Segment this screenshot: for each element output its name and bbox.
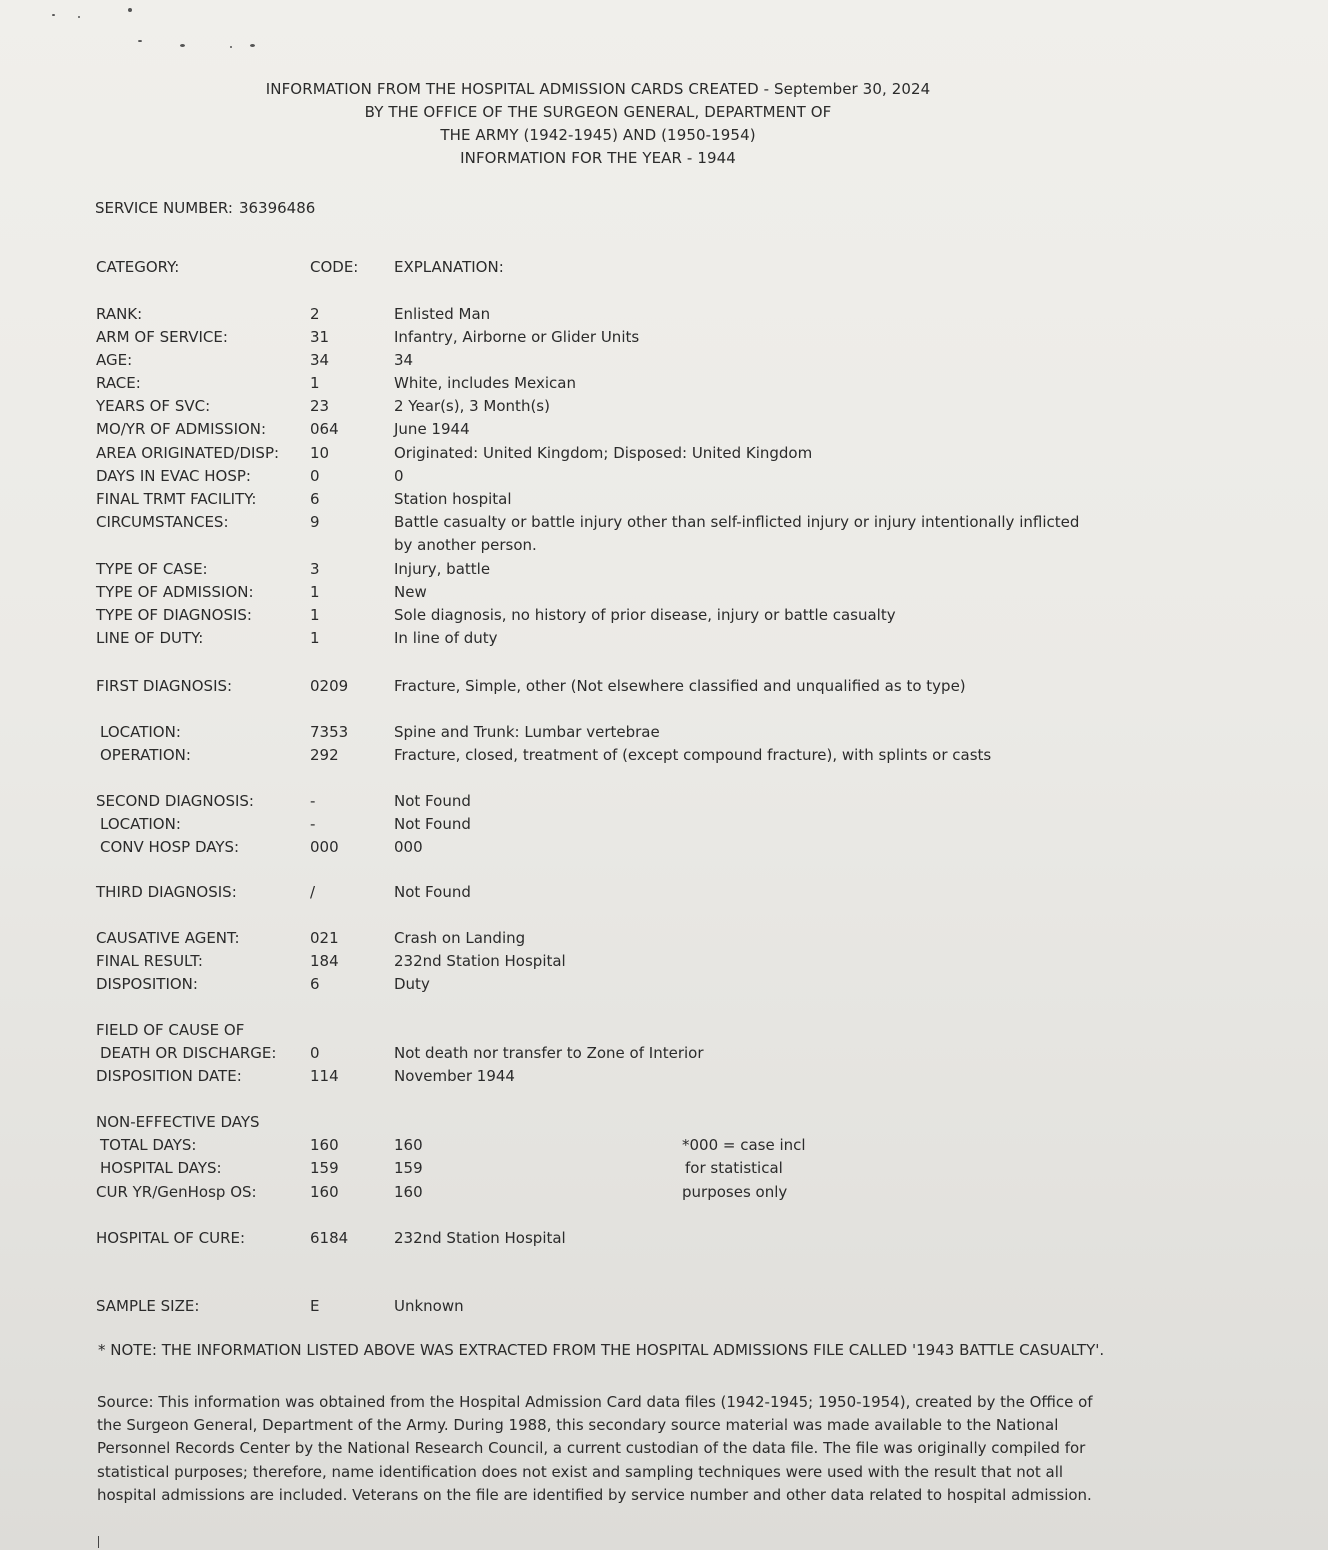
row-explanation: Not Found <box>394 883 471 901</box>
row-explanation: Originated: United Kingdom; Disposed: United Kingdom <box>394 444 813 462</box>
row-explanation: 159 <box>394 1159 423 1177</box>
row-explanation: Not Found <box>394 815 471 833</box>
scan-speck <box>138 40 142 42</box>
row-explanation: Duty <box>394 975 430 993</box>
row-category: ARM OF SERVICE: <box>96 328 228 346</box>
row-code: 7353 <box>310 723 349 741</box>
row-code: - <box>310 792 316 810</box>
row-explanation: Fracture, Simple, other (Not elsewhere classified and unqualified as to type) <box>394 677 966 695</box>
row-category: DEATH OR DISCHARGE: <box>100 1044 277 1062</box>
header-line: INFORMATION FOR THE YEAR - 1944 <box>460 149 736 167</box>
row-category: CONV HOSP DAYS: <box>100 838 240 856</box>
row-code: 064 <box>310 420 339 438</box>
row-explanation: 34 <box>394 351 414 369</box>
row-explanation: Station hospital <box>394 490 512 508</box>
row-code: 31 <box>310 328 330 346</box>
column-header-code: CODE: <box>310 258 359 276</box>
service-number-value: 36396486 <box>238 199 316 217</box>
row-code: 6 <box>310 975 320 993</box>
row-code: 0209 <box>310 677 349 695</box>
row-category: AGE: <box>96 351 133 369</box>
row-category: SECOND DIAGNOSIS: <box>96 792 254 810</box>
row-category: LINE OF DUTY: <box>96 629 204 647</box>
row-code: 114 <box>310 1067 339 1085</box>
row-code: 2 <box>310 305 320 323</box>
scan-speck <box>230 46 232 48</box>
row-code: 6184 <box>310 1229 349 1247</box>
source-paragraph: Source: This information was obtained from the Hospital Admission Card data files (1942-1945; 1950-1954), created by the Office of the Surgeon General, Department of the Army. During 1988, this secondary source material was made available to the National Personnel Records Center by the National Research Council, a current custodian of the data file. The file was originally compiled for statistical purposes; therefore, name identification does not exist and sampling techniques were used with the result that not all hospital admissions are included. Veterans on the file are identified by service number and other data related to hospital admission. <box>97 1393 1093 1504</box>
row-code: 34 <box>310 351 330 369</box>
row-category: CUR YR/GenHosp OS: <box>96 1183 257 1201</box>
row-code: 292 <box>310 746 339 764</box>
row-category: NON-EFFECTIVE DAYS <box>96 1113 260 1131</box>
row-category: DISPOSITION DATE: <box>96 1067 242 1085</box>
row-code: 000 <box>310 838 339 856</box>
row-explanation: New <box>394 583 427 601</box>
row-explanation: Sole diagnosis, no history of prior disease, injury or battle casualty <box>394 606 896 624</box>
margin-mark <box>98 1536 99 1548</box>
row-explanation: 2 Year(s), 3 Month(s) <box>394 397 550 415</box>
row-category: FINAL TRMT FACILITY: <box>96 490 257 508</box>
row-explanation: 0 <box>394 467 404 485</box>
column-header-category: CATEGORY: <box>96 258 180 276</box>
row-code: 160 <box>310 1183 339 1201</box>
row-explanation: 000 <box>394 838 423 856</box>
row-explanation: Injury, battle <box>394 560 491 578</box>
scan-speck <box>128 8 132 12</box>
scan-speck <box>52 14 55 16</box>
scan-speck <box>180 44 185 47</box>
document-header <box>0 78 1196 170</box>
row-explanation: Unknown <box>394 1297 464 1315</box>
row-category: LOCATION: <box>100 815 181 833</box>
row-code: 3 <box>310 560 320 578</box>
row-category: HOSPITAL DAYS: <box>100 1159 222 1177</box>
row-category: FIELD OF CAUSE OF <box>96 1021 245 1039</box>
row-note: for statistical <box>685 1159 783 1177</box>
row-category: THIRD DIAGNOSIS: <box>96 883 237 901</box>
row-explanation: 160 <box>394 1183 423 1201</box>
header-line: THE ARMY (1942-1945) AND (1950-1954) <box>440 126 756 144</box>
row-category: LOCATION: <box>100 723 181 741</box>
row-code: - <box>310 815 316 833</box>
row-category: RANK: <box>96 305 143 323</box>
row-category: YEARS OF SVC: <box>96 397 211 415</box>
row-category: CAUSATIVE AGENT: <box>96 929 240 947</box>
footnote: * NOTE: THE INFORMATION LISTED ABOVE WAS EXTRACTED FROM THE HOSPITAL ADMISSIONS FILE CALLED '1943 BATTLE CASUALTY'. <box>98 1341 1105 1359</box>
row-code: 184 <box>310 952 339 970</box>
service-number <box>95 199 315 217</box>
row-code: 9 <box>310 513 320 531</box>
row-category: SAMPLE SIZE: <box>96 1297 200 1315</box>
row-code: 1 <box>310 374 320 392</box>
row-explanation: White, includes Mexican <box>394 374 576 392</box>
row-category: OPERATION: <box>100 746 191 764</box>
scan-speck <box>250 44 255 47</box>
row-explanation: 160 <box>394 1136 423 1154</box>
row-category: FINAL RESULT: <box>96 952 203 970</box>
row-category: DISPOSITION: <box>96 975 198 993</box>
row-code: 6 <box>310 490 320 508</box>
row-note: *000 = case incl <box>682 1136 806 1154</box>
row-category: AREA ORIGINATED/DISP: <box>96 444 280 462</box>
row-explanation: November 1944 <box>394 1067 515 1085</box>
header-line: BY THE OFFICE OF THE SURGEON GENERAL, DEPARTMENT OF <box>364 103 832 121</box>
row-category: HOSPITAL OF CURE: <box>96 1229 246 1247</box>
row-code: 159 <box>310 1159 339 1177</box>
row-code: 0 <box>310 1044 320 1062</box>
row-explanation: Enlisted Man <box>394 305 491 323</box>
row-explanation: 232nd Station Hospital <box>394 952 566 970</box>
row-code: 1 <box>310 629 320 647</box>
row-category: CIRCUMSTANCES: <box>96 513 229 531</box>
row-explanation: Infantry, Airborne or Glider Units <box>394 328 640 346</box>
row-category: TOTAL DAYS: <box>100 1136 197 1154</box>
row-category: TYPE OF CASE: <box>96 560 208 578</box>
row-category: MO/YR OF ADMISSION: <box>96 420 267 438</box>
row-explanation: In line of duty <box>394 629 498 647</box>
row-code: 021 <box>310 929 339 947</box>
row-code: 160 <box>310 1136 339 1154</box>
row-explanation: 232nd Station Hospital <box>394 1229 566 1247</box>
scan-speck <box>78 16 80 18</box>
row-category: TYPE OF ADMISSION: <box>96 583 254 601</box>
row-explanation: Not death nor transfer to Zone of Interior <box>394 1044 704 1062</box>
header-line: INFORMATION FROM THE HOSPITAL ADMISSION CARDS CREATED - September 30, 2024 <box>265 80 931 98</box>
row-code: 1 <box>310 606 320 624</box>
row-explanation: Spine and Trunk: Lumbar vertebrae <box>394 723 660 741</box>
row-category: RACE: <box>96 374 141 392</box>
row-explanation: June 1944 <box>394 420 470 438</box>
row-explanation: Not Found <box>394 792 471 810</box>
row-category: FIRST DIAGNOSIS: <box>96 677 233 695</box>
row-code: 10 <box>310 444 330 462</box>
row-code: / <box>310 883 316 901</box>
row-note: purposes only <box>682 1183 788 1201</box>
row-code: 1 <box>310 583 320 601</box>
row-category: TYPE OF DIAGNOSIS: <box>96 606 252 624</box>
row-code: 0 <box>310 467 320 485</box>
row-code: 23 <box>310 397 330 415</box>
row-explanation: Battle casualty or battle injury other than self-inflicted injury or injury intentionally inflicted by another person. <box>394 513 1080 554</box>
row-code: E <box>310 1297 320 1315</box>
row-explanation: Fracture, closed, treatment of (except compound fracture), with splints or casts <box>394 746 992 764</box>
column-header-explanation: EXPLANATION: <box>394 258 504 276</box>
service-number-label: SERVICE NUMBER: <box>95 199 233 217</box>
row-explanation: Crash on Landing <box>394 929 526 947</box>
row-category: DAYS IN EVAC HOSP: <box>96 467 251 485</box>
